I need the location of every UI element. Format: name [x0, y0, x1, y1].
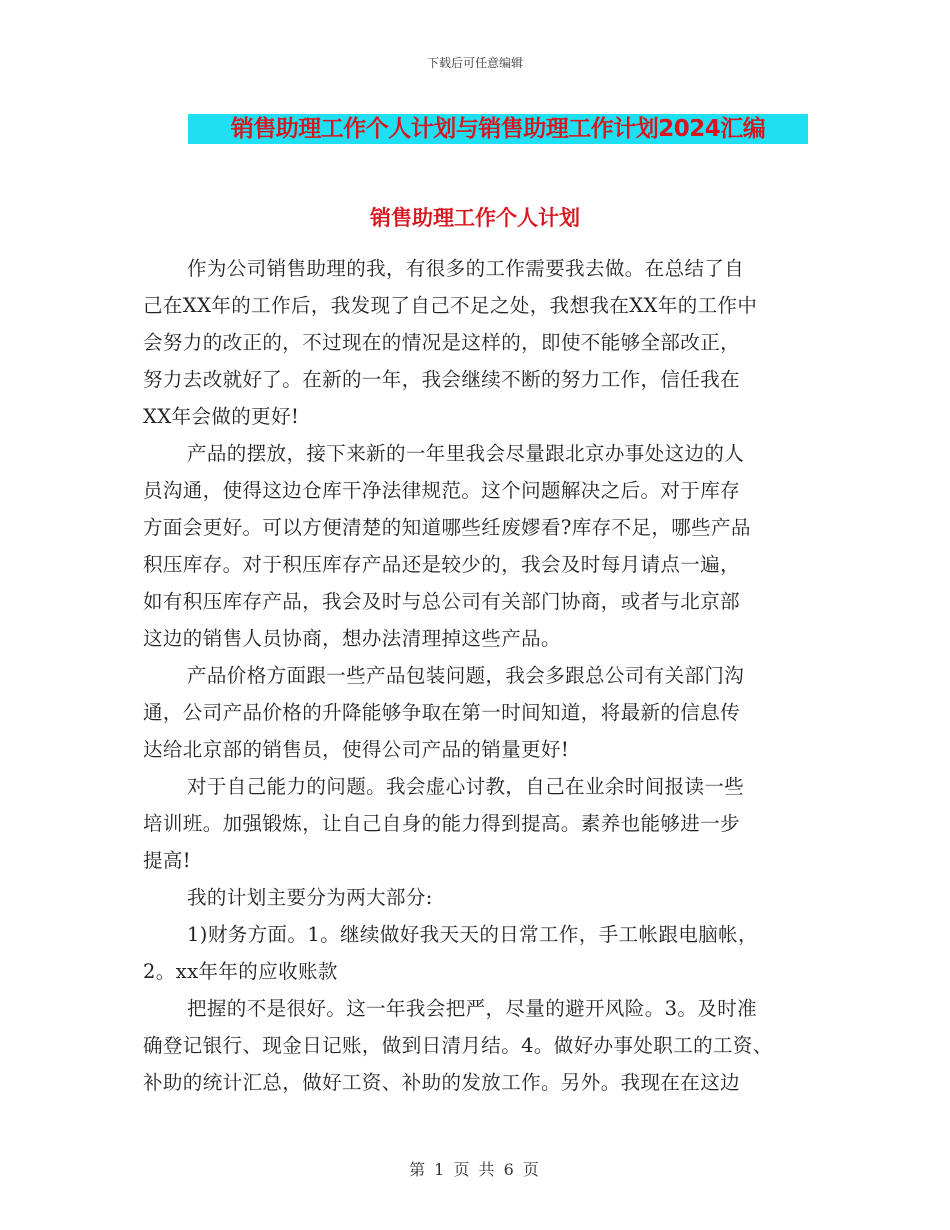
text-line: 员沟通，使得这边仓库干净法律规范。这个问题解决之后。对于库存 [143, 479, 741, 502]
text-line: 己在XX年的工作后，我发现了自己不足之处，我想我在XX年的工作中 [143, 294, 758, 317]
section-title: 销售助理工作个人计划 [370, 206, 580, 230]
text-line: 努力去改就好了。在新的一年，我会继续不断的努力工作，信任我在 [143, 368, 741, 391]
text-line: 我的计划主要分为两大部分: [187, 886, 433, 909]
text-line: 如有积压库存产品，我会及时与总公司有关部门协商，或者与北京部 [143, 590, 741, 613]
text-line: 达给北京部的销售员，使得公司产品的销量更好! [143, 738, 570, 761]
text-line: 这边的销售人员协商，想办法清理掉这些产品。 [143, 627, 561, 650]
document-body [143, 250, 803, 1101]
text-line: 补助的统计汇总，做好工资、补助的发放工作。另外。我现在在这边 [143, 1071, 741, 1094]
text-line: 确登记银行、现金日记账，做到日清月结。4。做好办事处职工的工资、 [143, 1034, 773, 1057]
text-line: 提高! [143, 849, 192, 872]
text-line: 产品价格方面跟一些产品包装问题，我会多跟总公司有关部门沟 [187, 664, 745, 687]
text-line: XX年会做的更好! [143, 405, 300, 428]
main-title: 销售助理工作个人计划与销售助理工作计划2024汇编 [230, 116, 766, 142]
text-line: 方面会更好。可以方便清楚的知道哪些纴废嫪看?库存不足，哪些产品 [143, 516, 751, 539]
text-line: 会努力的改正的，不过现在的情况是这样的，即使不能够全部改正， [143, 331, 741, 354]
text-line: 产品的摆放，接下来新的一年里我会尽量跟北京办事处这边的人 [187, 442, 745, 465]
text-line: 对于自己能力的问题。我会虚心讨教，自己在业余时间报读一些 [187, 775, 745, 798]
text-line: 1)财务方面。1。继续做好我天天的日常工作，手工帐跟电脑帐， [187, 923, 758, 946]
header-note: 下载后可任意编辑 [426, 56, 523, 70]
main-title-highlight [188, 114, 808, 144]
text-line: 培训班。加强锻炼，让自己自身的能力得到提高。素养也能够进一步 [143, 812, 741, 835]
text-line: 作为公司销售助理的我，有很多的工作需要我去做。在总结了自 [187, 257, 745, 280]
text-line: 2。xx年年的应收账款 [143, 960, 338, 983]
text-line: 通，公司产品价格的升降能够争取在第一时间知道，将最新的信息传 [143, 701, 741, 724]
text-line: 积压库存。对于积压库存产品还是较少的，我会及时每月请点一遍， [143, 553, 741, 576]
text-line: 把握的不是很好。这一年我会把严，尽量的避开风险。3。及时准 [187, 997, 758, 1020]
page-footer: 第 1 页 共 6 页 [409, 1160, 541, 1179]
